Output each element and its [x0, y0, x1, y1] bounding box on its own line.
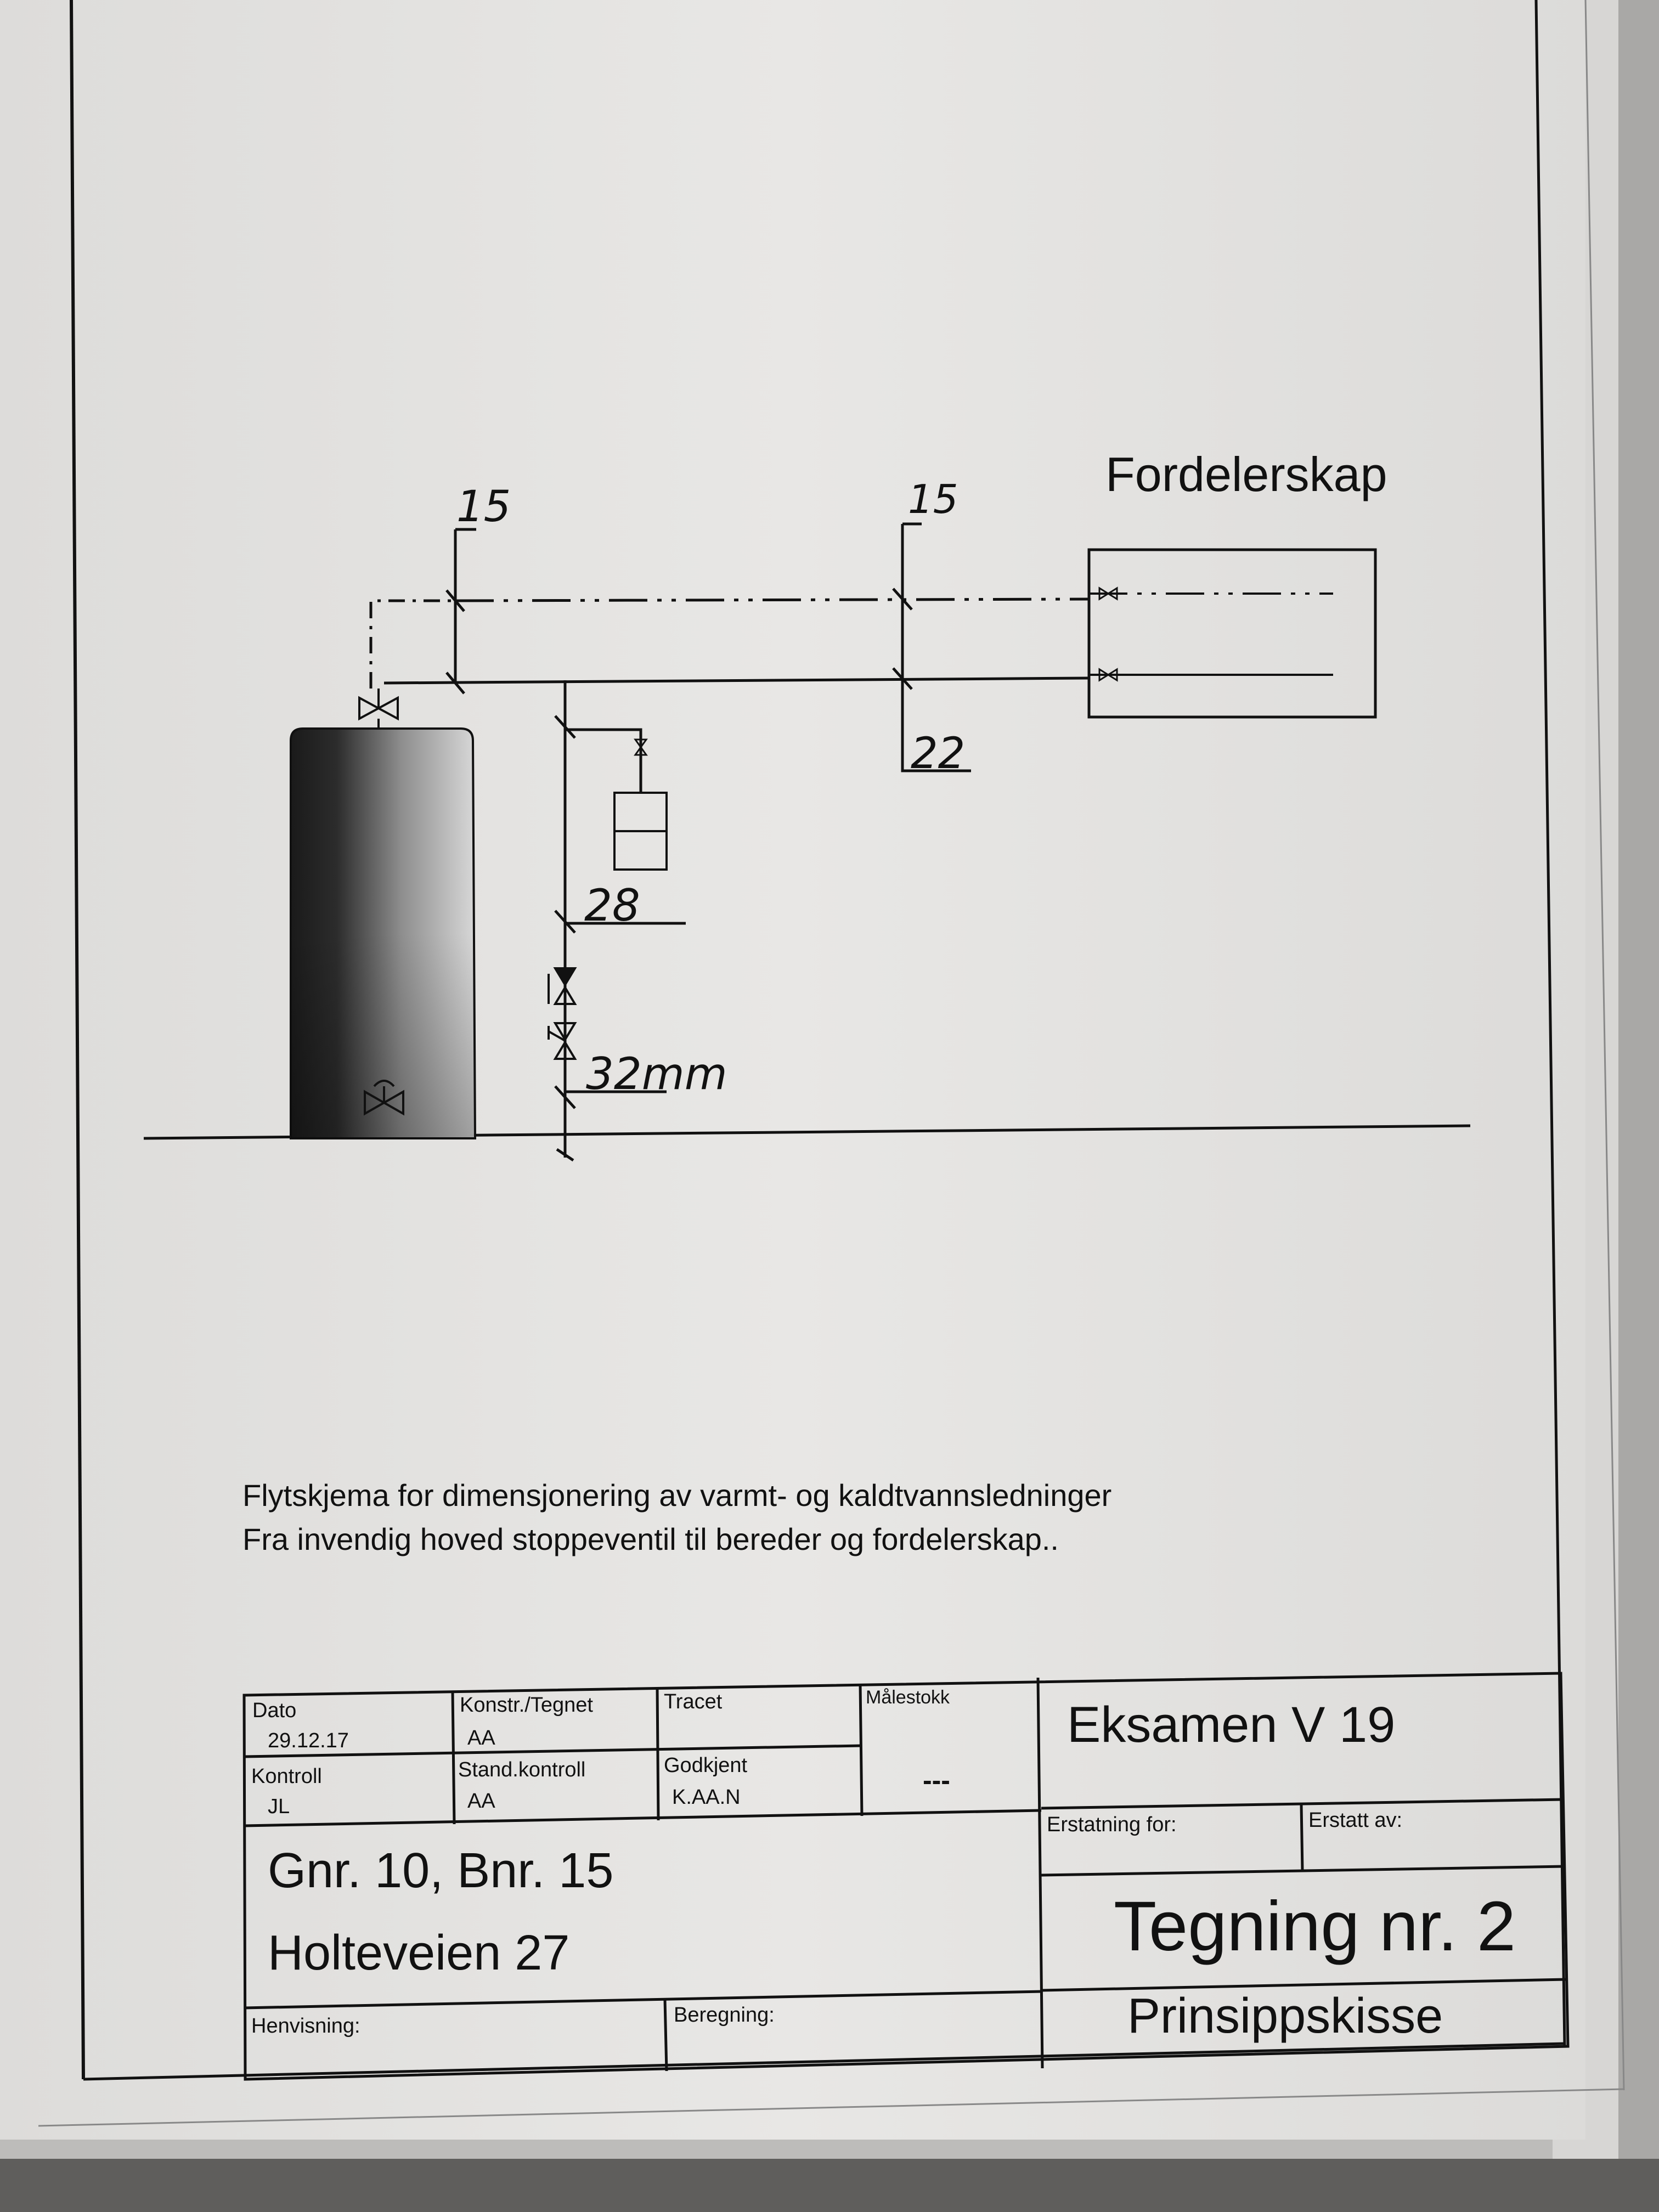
henvisning-label: Henvisning: — [251, 2015, 360, 2038]
dim-branch-left: 15 — [456, 482, 511, 532]
beregning-label: Beregning: — [674, 2004, 775, 2027]
property-line-2: Holteveien 27 — [268, 1926, 570, 1980]
property-line-1: Gnr. 10, Bnr. 15 — [268, 1843, 614, 1898]
dim-pipe-22: 22 — [911, 729, 966, 778]
stand-value: AA — [467, 1790, 495, 1813]
tank-shade — [291, 933, 474, 1138]
hot-water-main — [455, 599, 1089, 601]
dato-label: Dato — [252, 1699, 297, 1722]
konstr-label: Konstr./Tegnet — [460, 1694, 593, 1717]
drawing-type: Prinsippskisse — [1127, 1989, 1443, 2044]
dato-value: 29.12.17 — [268, 1729, 349, 1752]
malestokk-value: --- — [923, 1765, 950, 1796]
dim-pipe-28: 28 — [584, 880, 640, 931]
cabinet-title: Fordelerskap — [1105, 447, 1387, 501]
erstatning-label: Erstatning for: — [1047, 1813, 1177, 1836]
dim-pipe-32: 32mm — [586, 1048, 727, 1099]
exam-title: Eksamen V 19 — [1067, 1697, 1396, 1753]
dim-branch-right: 15 — [908, 476, 958, 522]
bottom-strip — [0, 2159, 1659, 2212]
drawing-number: Tegning nr. 2 — [1114, 1887, 1516, 1966]
description-line-1: Flytskjema for dimensjonering av varmt- og kaldtvannsledninger — [242, 1478, 1112, 1513]
malestokk-label: Målestokk — [866, 1687, 950, 1708]
erstatt-label: Erstatt av: — [1308, 1809, 1403, 1832]
tracet-label: Tracet — [664, 1690, 723, 1713]
konstr-value: AA — [467, 1726, 495, 1750]
description-line-2: Fra invendig hoved stoppeventil til bereder og fordelerskap.. — [242, 1522, 1059, 1556]
kontroll-value: JL — [268, 1795, 290, 1818]
kontroll-label: Kontroll — [251, 1765, 322, 1788]
stand-label: Stand.kontroll — [458, 1758, 586, 1781]
godkjent-value: K.AA.N — [672, 1786, 741, 1809]
godkjent-label: Godkjent — [664, 1754, 748, 1777]
